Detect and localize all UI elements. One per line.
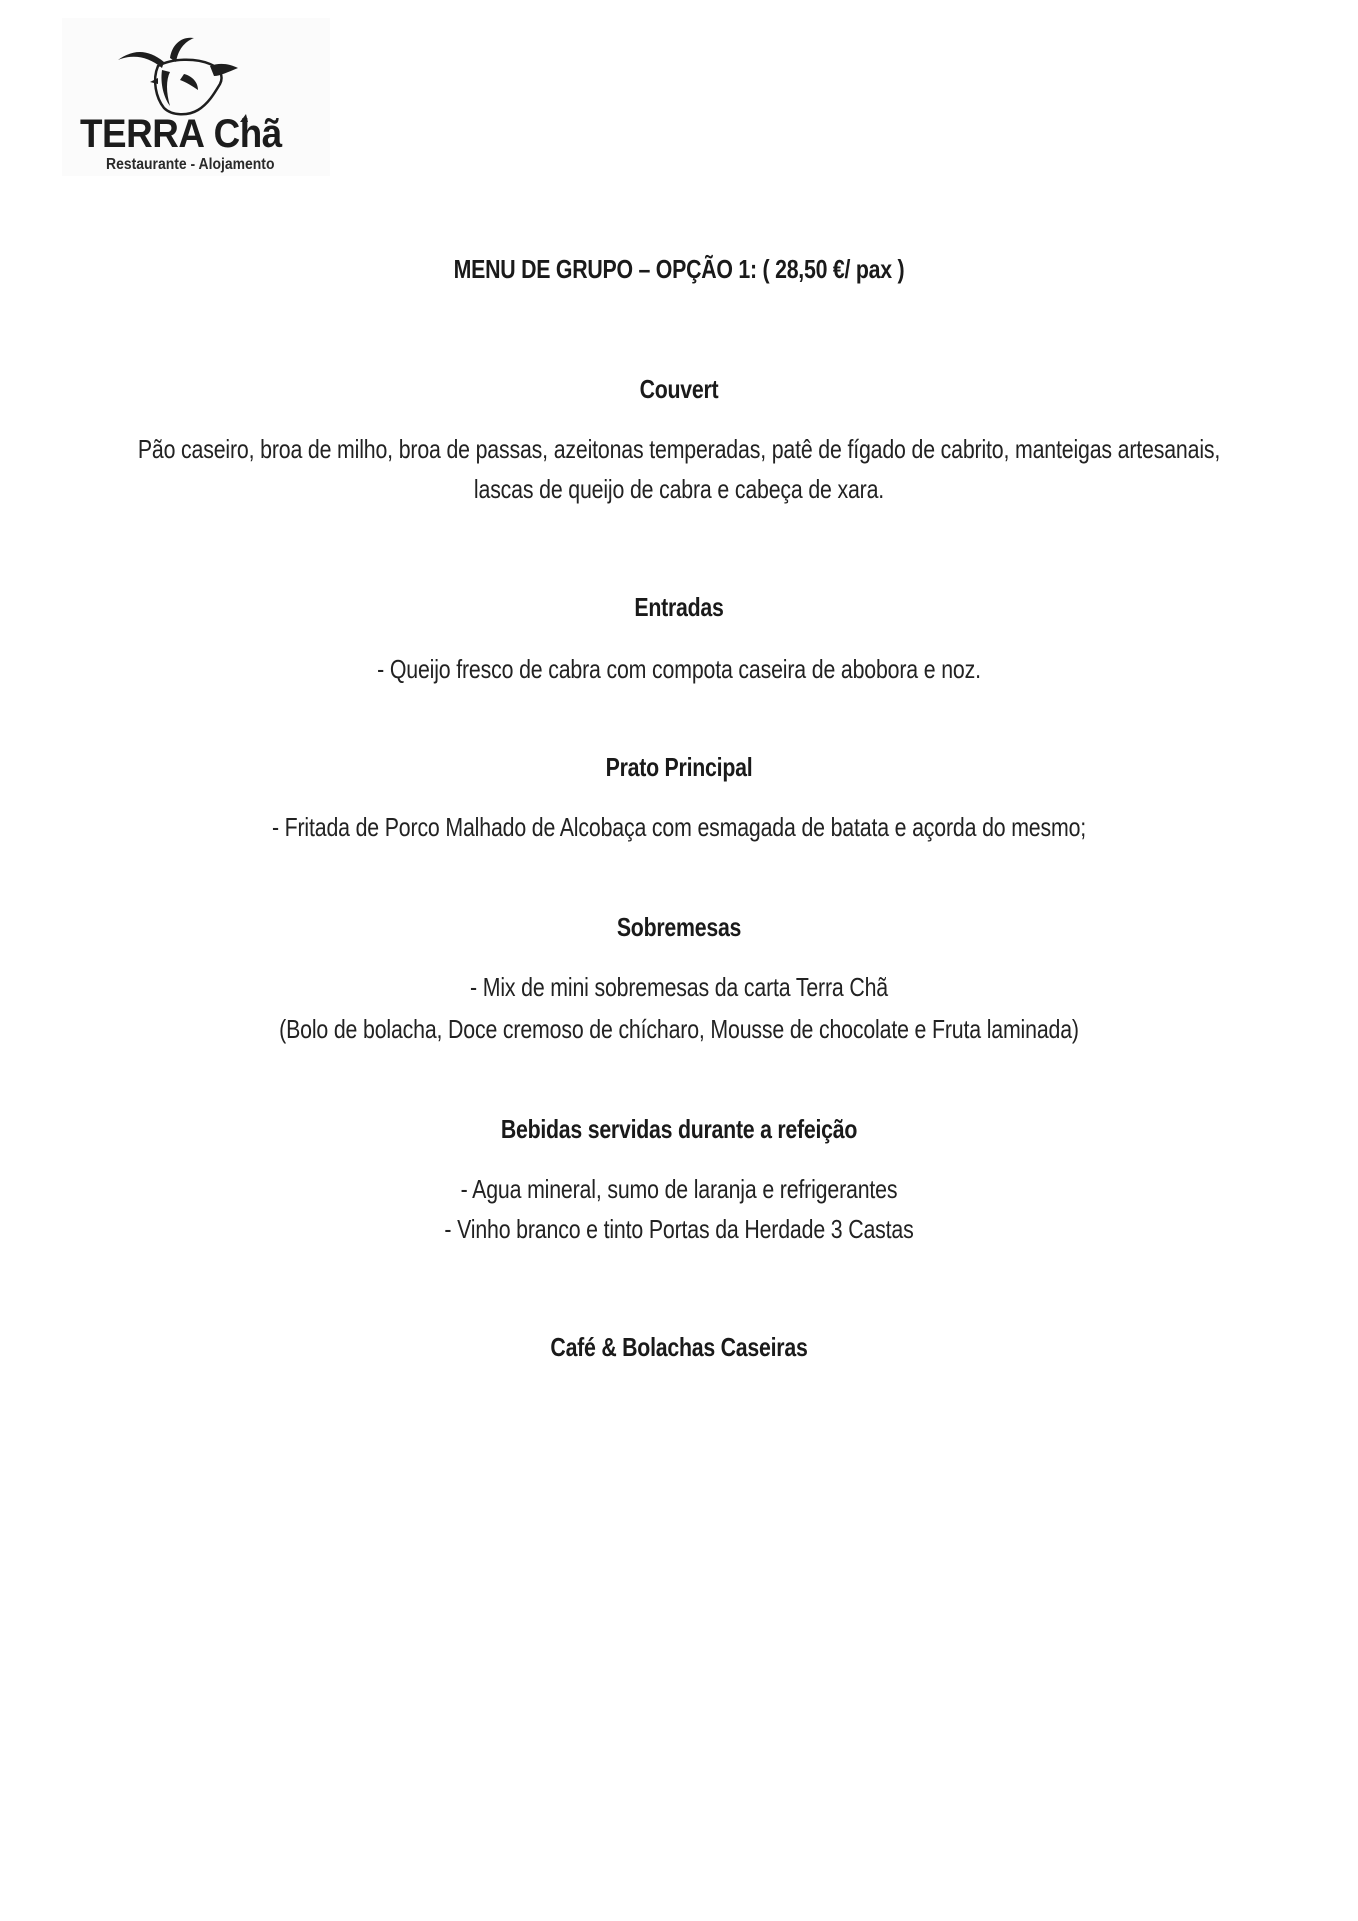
logo-word-cha: Chã: [213, 112, 282, 156]
couvert-line-1: Pão caseiro, broa de milho, broa de passas, azeitonas temperadas, patê de fígado de cabrito, manteigas artesanais,: [137, 434, 1221, 464]
prato-principal-line-1: - Fritada de Porco Malhado de Alcobaça com esmagada de batata e açorda do mesmo;: [271, 812, 1087, 842]
sobremesas-line-2: (Bolo de bolacha, Doce cremoso de chícharo, Mousse de chocolate e Fruta laminada): [279, 1014, 1079, 1044]
section-heading-bebidas: Bebidas servidas durante a refeição: [500, 1114, 858, 1144]
section-heading-entradas: Entradas: [634, 592, 724, 622]
bebidas-line-2: - Vinho branco e tinto Portas da Herdade 3 Castas: [444, 1214, 914, 1244]
menu-title: MENU DE GRUPO – OPÇÃO 1: ( 28,50 €/ pax ): [453, 254, 905, 284]
section-heading-prato-principal: Prato Principal: [605, 752, 753, 782]
logo-wordmark: [80, 112, 282, 157]
entradas-line-1: - Queijo fresco de cabra com compota caseira de abobora e noz.: [377, 654, 981, 684]
bebidas-line-1: - Agua mineral, sumo de laranja e refrigerantes: [460, 1174, 898, 1204]
logo-tagline: Restaurante - Alojamento: [106, 156, 275, 173]
sobremesas-line-1: - Mix de mini sobremesas da carta Terra Chã: [470, 972, 888, 1002]
logo-word-terra: TERRA: [80, 112, 205, 156]
section-heading-cafe: Café & Bolachas Caseiras: [550, 1332, 808, 1362]
section-heading-couvert: Couvert: [639, 374, 719, 404]
restaurant-logo: [62, 18, 330, 176]
section-heading-sobremesas: Sobremesas: [616, 912, 742, 942]
couvert-line-2: lascas de queijo de cabra e cabeça de xara.: [473, 474, 885, 504]
